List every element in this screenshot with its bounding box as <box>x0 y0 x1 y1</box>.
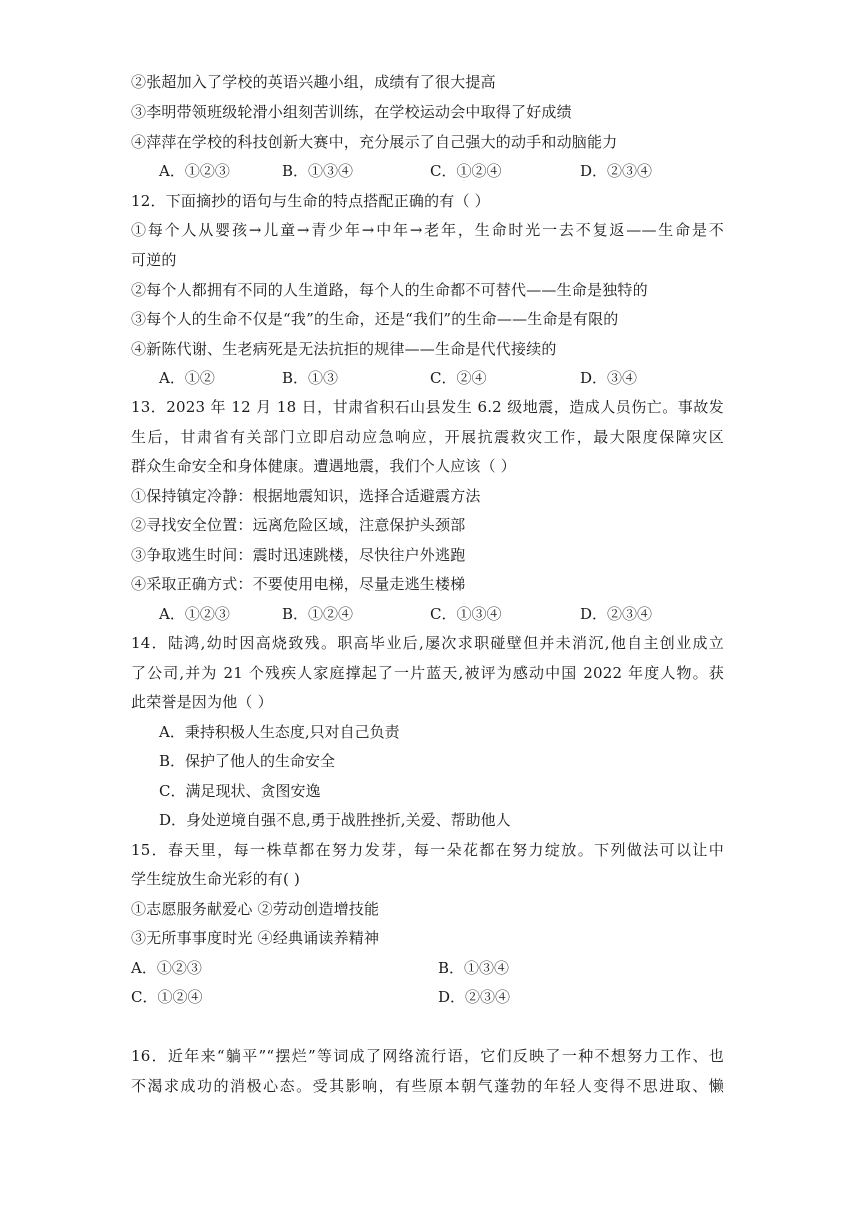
q11-option-b[interactable]: B．①③④ <box>282 162 354 180</box>
q14-stem-line-2: 了公司,并为 21 个残疾人家庭撑起了一片蓝天,被评为感动中国 2022 年度人物。获 <box>131 664 724 682</box>
q11-option-a[interactable]: A．①②③ <box>159 162 230 180</box>
q13-option-c[interactable]: C．①③④ <box>430 605 502 623</box>
q13-option-b[interactable]: B．①②④ <box>282 605 354 623</box>
q15-statements-1-2: ①志愿服务献爱心 ②劳动创造增技能 <box>131 900 380 918</box>
q12-statement-3: ③每个人的生命不仅是“我”的生命，还是“我们”的生命——生命是有限的 <box>131 310 619 328</box>
q13-statement-1: ①保持镇定冷静：根据地震知识，选择合适避震方法 <box>131 487 481 505</box>
q11-statement-4: ④萍萍在学校的科技创新大赛中，充分展示了自己强大的动手和动脑能力 <box>131 133 618 151</box>
q13-statement-2: ②寻找安全位置：远离危险区域，注意保护头颈部 <box>131 516 466 534</box>
q14-stem-line-1: 14．陆鸿,幼时因高烧致残。职高毕业后,屡次求职碰壁但并未消沉,他自主创业成立 <box>131 634 724 652</box>
q13-statement-3: ③争取逃生时间：震时迅速跳楼，尽快往户外逃跑 <box>131 546 466 564</box>
q14-option-b[interactable]: B．保护了他人的生命安全 <box>159 752 336 770</box>
q13-statement-4: ④采取正确方式：不要使用电梯，尽量走逃生楼梯 <box>131 575 466 593</box>
q13-stem-line-2: 生后，甘肃省有关部门立即启动应急响应，开展抗震救灾工作，最大限度保障灾区 <box>131 428 724 446</box>
q15-statements-3-4: ③无所事事度时光 ④经典诵读养精神 <box>131 929 380 947</box>
q12-statement-1-cont: 可逆的 <box>131 251 177 269</box>
q12-statement-1: ①每个人从婴孩→儿童→青少年→中年→老年，生命时光一去不复返——生命是不 <box>131 221 724 239</box>
q12-stem: 12．下面摘抄的语句与生命的特点搭配正确的有（ ） <box>131 192 490 210</box>
q12-option-b[interactable]: B．①③ <box>282 369 339 387</box>
q13-option-d[interactable]: D．②③④ <box>580 605 653 623</box>
q14-option-d[interactable]: D．身处逆境自强不息,勇于战胜挫折,关爱、帮助他人 <box>159 811 511 829</box>
q16-stem-line-1: 16．近年来“躺平”“摆烂”等词成了网络流行语，它们反映了一种不想努力工作、也 <box>131 1047 724 1065</box>
q14-option-a[interactable]: A．秉持积极人生态度,只对自己负责 <box>159 723 400 741</box>
q12-option-d[interactable]: D．③④ <box>580 369 638 387</box>
q12-option-a[interactable]: A．①② <box>159 369 215 387</box>
q13-stem-line-1: 13．2023 年 12 月 18 日，甘肃省积石山县发生 6.2 级地震，造成人员伤亡。事故发 <box>131 398 724 416</box>
q12-option-c[interactable]: C．②④ <box>430 369 487 387</box>
q14-option-c[interactable]: C．满足现状、贪图安逸 <box>159 782 321 800</box>
q11-option-d[interactable]: D．②③④ <box>580 162 653 180</box>
q15-option-a[interactable]: A．①②③ <box>131 959 202 977</box>
q15-stem-line-2: 学生绽放生命光彩的有( ) <box>131 870 301 888</box>
q15-option-b[interactable]: B．①③④ <box>438 959 510 977</box>
q13-option-a[interactable]: A．①②③ <box>159 605 230 623</box>
q12-statement-4: ④新陈代谢、生老病死是无法抗拒的规律——生命是代代接续的 <box>131 340 557 358</box>
q15-stem-line-1: 15．春天里，每一株草都在努力发芽，每一朵花都在努力绽放。下列做法可以让中 <box>131 841 724 859</box>
q14-stem-line-3: 此荣誉是因为他（ ） <box>131 693 273 711</box>
q15-option-c[interactable]: C．①②④ <box>131 988 203 1006</box>
q13-stem-line-3: 群众生命安全和身体健康。遭遇地震，我们个人应该（ ） <box>131 457 516 475</box>
q11-statement-3: ③李明带领班级轮滑小组刻苦训练，在学校运动会中取得了好成绩 <box>131 103 572 121</box>
q12-statement-2: ②每个人都拥有不同的人生道路，每个人的生命都不可替代——生命是独特的 <box>131 281 648 299</box>
q11-option-c[interactable]: C．①②④ <box>430 162 502 180</box>
q15-option-d[interactable]: D．②③④ <box>438 988 511 1006</box>
q11-statement-2: ②张超加入了学校的英语兴趣小组，成绩有了很大提高 <box>131 73 496 91</box>
q16-stem-line-2: 不渴求成功的消极心态。受其影响，有些原本朝气蓬勃的年轻人变得不思进取、懒 <box>131 1077 724 1095</box>
